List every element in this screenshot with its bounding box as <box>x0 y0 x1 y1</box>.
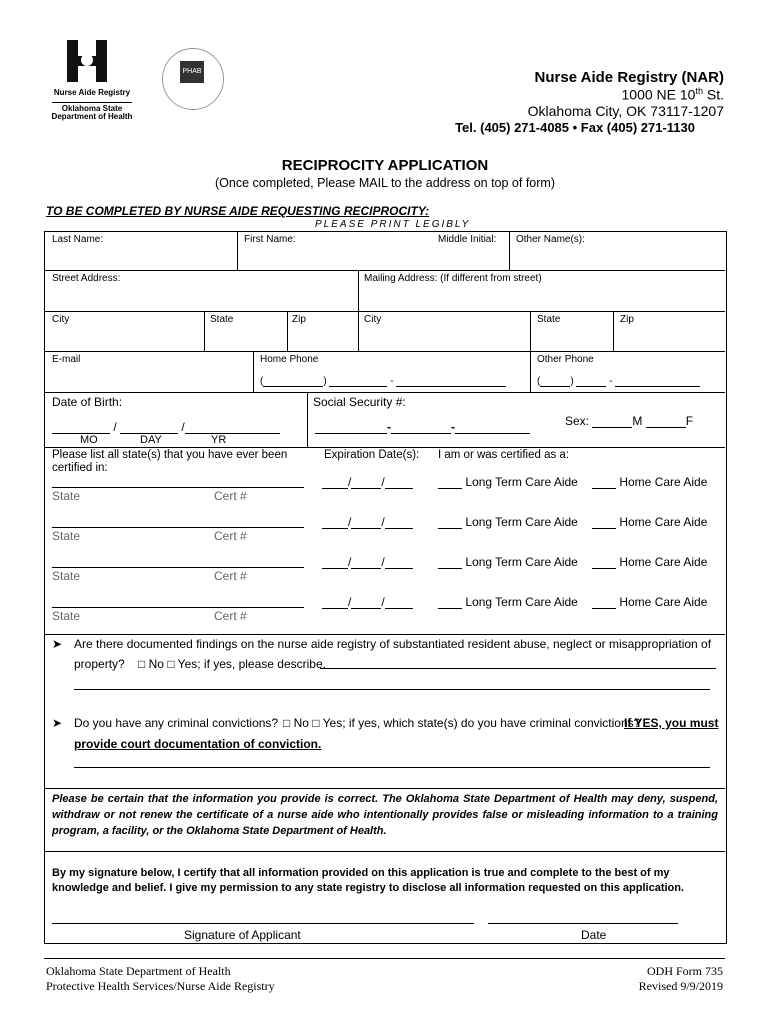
mailing-address-label: Mailing Address: (If different from street) <box>364 273 542 284</box>
first-name-input[interactable] <box>244 246 504 268</box>
middle-initial-label: Middle Initial: <box>438 234 497 245</box>
first-name-label: First Name: <box>244 234 296 245</box>
mailing-state-label: State <box>537 314 561 325</box>
signature-line[interactable] <box>52 923 474 924</box>
certify-text: By my signature below, I certify that all information provided on this application is true and complete to the best of my knowledge and belief. I give my permission to any state registry to disclose all information requested on this application. <box>52 867 685 894</box>
dob-yr-label: YR <box>211 434 227 446</box>
signature-label: Signature of Applicant <box>184 928 301 942</box>
bullet-arrow-icon: ➤ <box>52 637 63 651</box>
city-label: City <box>52 314 70 325</box>
form-subtitle: (Once completed, Please MAIL to the address on top of form) <box>215 176 555 190</box>
dob-day-label: DAY <box>140 434 162 446</box>
logo-org-line1: Nurse Aide Registry <box>53 88 131 97</box>
warning-text: Please be certain that the information you provide is correct. The Oklahoma State Department of Health may deny, suspend, withdraw or not renew the certificate of a nurse aide who intentionally provides false or misleading information to a training program, a facility, or the Oklahoma State Department of Health. <box>52 793 718 837</box>
mailing-address-input[interactable] <box>364 286 719 308</box>
logo-org-line3: Department of Health <box>51 112 133 121</box>
ssn-label: Social Security #: <box>313 395 406 409</box>
dob-label: Date of Birth: <box>52 395 123 409</box>
other-names-label: Other Name(s): <box>516 234 585 245</box>
other-phone-label: Other Phone <box>537 354 594 365</box>
logo-org-line2: Oklahoma State <box>52 102 132 113</box>
mailing-zip-label: Zip <box>620 314 634 325</box>
print-note: PLEASE PRINT LEGIBLY <box>315 219 471 230</box>
sex-field[interactable]: Sex: M F <box>565 414 694 428</box>
phab-seal <box>162 48 224 110</box>
footer-revised-date: Revised 9/9/2019 <box>638 979 723 993</box>
street-address-label: Street Address: <box>52 273 121 284</box>
question-1-line2: property? □ No □ Yes; if yes, please describe. <box>74 657 326 671</box>
cert-exp-label: Expiration Date(s): <box>324 449 420 461</box>
home-phone-blank[interactable]: ( ) - <box>260 376 506 387</box>
cert-was-label: I am or was certified as a: <box>438 449 570 461</box>
form-title: RECIPROCITY APPLICATION <box>281 157 489 174</box>
question-1: Are there documented findings on the nurse aide registry of substantiated resident abuse, neglect or misappropriation of <box>74 637 712 651</box>
question-1-extra-line[interactable] <box>74 689 710 690</box>
other-phone-blank[interactable]: ( ) - <box>537 376 700 387</box>
email-label: E-mail <box>52 354 81 365</box>
question-2-bold: If YES, you must <box>624 716 719 730</box>
question-1-options[interactable]: □ No □ Yes; if yes, please describe. <box>138 657 326 671</box>
last-name-input[interactable] <box>52 246 232 268</box>
footer-form-number: ODH Form 735 <box>646 964 723 978</box>
mailing-city-label: City <box>364 314 382 325</box>
dob-blank[interactable]: / / <box>52 420 280 434</box>
header-address-line1: 1000 NE 10th St. <box>621 86 724 103</box>
dob-mo-label: MO <box>80 434 98 446</box>
ssn-blank[interactable]: - - <box>315 420 530 434</box>
zip-label: Zip <box>292 314 306 325</box>
street-address-input[interactable] <box>52 286 352 308</box>
date-label: Date <box>581 928 607 942</box>
question-2: Do you have any criminal convictions? <box>74 716 279 730</box>
other-names-input[interactable] <box>516 246 720 268</box>
state-label: State <box>210 314 234 325</box>
footer-left-line1: Oklahoma State Department of Health <box>46 964 231 978</box>
question-2-options[interactable]: □ No □ Yes; if yes, which state(s) do you have criminal convictions? <box>283 716 641 730</box>
phab-seal-text: PHAB <box>180 61 204 83</box>
question-1-describe-line[interactable] <box>320 668 716 669</box>
question-2-bold-line2: provide court documentation of conviction. <box>74 737 322 751</box>
header-telephone: Tel. (405) 271-4085 • Fax (405) 271-1130 <box>455 120 695 135</box>
osdh-h-logo-icon <box>67 40 107 82</box>
cert-list-label: Please list all state(s) that you have ever been certified in: <box>52 449 288 474</box>
last-name-label: Last Name: <box>52 234 104 245</box>
home-phone-label: Home Phone <box>260 354 319 365</box>
question-2-describe-line[interactable] <box>74 767 710 768</box>
footer-divider <box>44 958 725 959</box>
header-address-line2: Oklahoma City, OK 73117-1207 <box>527 103 724 119</box>
header-title: Nurse Aide Registry (NAR) <box>534 69 724 86</box>
footer-left-line2: Protective Health Services/Nurse Aide Registry <box>46 979 275 993</box>
date-line[interactable] <box>488 923 678 924</box>
bullet-arrow-icon: ➤ <box>52 716 63 730</box>
section-heading: TO BE COMPLETED BY NURSE AIDE REQUESTING RECIPROCITY: <box>46 204 430 218</box>
